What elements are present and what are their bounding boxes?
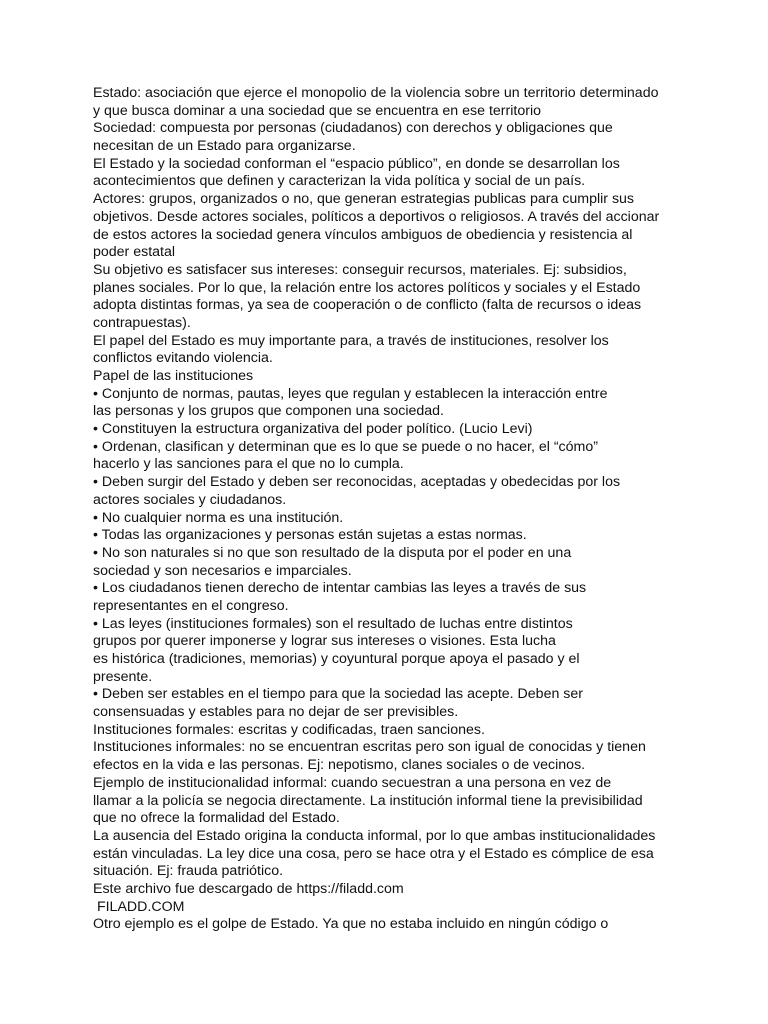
text-line: acontecimientos que definen y caracterizan la vida política y social de un país. (93, 173, 586, 190)
text-line: llamar a la policía se negocia directamente. La institución informal tiene la previsibilidad (93, 792, 643, 809)
text-line: Instituciones formales: escritas y codificadas, traen sanciones. (93, 721, 485, 738)
text-line: sociedad y son necesarios e imparciales. (93, 562, 352, 579)
bullet-line: • Ordenan, clasifican y determinan que es lo que se puede o no hacer, el “cómo” (93, 438, 598, 455)
bullet-line: • Conjunto de normas, pautas, leyes que regulan y establecen la interacción entre (93, 385, 608, 402)
text-line: situación. Ej: frauda patriótico. (93, 863, 284, 880)
bullet-line: • Los ciudadanos tienen derecho de intentar cambias las leyes a través de sus (93, 580, 587, 597)
text-line: representantes en el congreso. (93, 597, 289, 614)
text-line: objetivos. Desde actores sociales, políticos a deportivos o religiosos. A través del accionar (93, 208, 660, 225)
text-line: grupos por querer imponerse y lograr sus intereses o visiones. Esta lucha (93, 633, 556, 650)
text-line: La ausencia del Estado origina la conducta informal, por lo que ambas institucionalidades (93, 827, 656, 844)
text-line: poder estatal (93, 244, 176, 261)
bullet-line: • Constituyen la estructura organizativa del poder político. (Lucio Levi) (93, 421, 533, 438)
text-line: y que busca dominar a una sociedad que se encuentra en ese territorio (93, 102, 541, 119)
text-line: El papel del Estado es muy importante para, a través de instituciones, resolver los (93, 332, 609, 349)
text-line: consensuadas y estables para no dejar de ser previsibles. (93, 704, 459, 721)
text-line: las personas y los grupos que componen una sociedad. (93, 403, 444, 420)
bullet-line: • No cualquier norma es una institución. (93, 509, 344, 526)
text-line: presente. (93, 668, 153, 685)
bullet-line: • No son naturales si no que son resultado de la disputa por el poder en una (93, 544, 572, 561)
text-line: es histórica (tradiciones, memorias) y coyuntural porque apoya el pasado y el (93, 651, 580, 667)
download-notice: Este archivo fue descargado de https://filadd.com (93, 880, 404, 897)
text-line: efectos en la vida e las personas. Ej: nepotismo, clanes sociales o de vecinos. (93, 757, 586, 774)
text-line: actores sociales y ciudadanos. (93, 491, 287, 508)
text-line: El Estado y la sociedad conforman el “espacio público”, en donde se desarrollan los (93, 155, 620, 172)
bullet-line: • Todas las organizaciones y personas están sujetas a estas normas. (93, 527, 527, 544)
text-line: Estado: asociación que ejerce el monopolio de la violencia sobre un territorio determinado (93, 85, 659, 101)
text-line: Su objetivo es satisfacer sus intereses: conseguir recursos, materiales. Ej: subsidios, (93, 261, 627, 278)
text-line: planes sociales. Por lo que, la relación entre los actores políticos y sociales y el Estado (93, 279, 641, 296)
text-line: contrapuestas). (93, 314, 191, 331)
document-page (93, 85, 763, 934)
text-line: Otro ejemplo es el golpe de Estado. Ya que no estaba incluido en ningún código o (93, 916, 609, 933)
text-line: conflictos evitando violencia. (93, 350, 273, 367)
text-line: hacerlo y las sanciones para el que no lo cumpla. (93, 456, 404, 473)
bullet-line: • Las leyes (instituciones formales) son el resultado de luchas entre distintos (93, 615, 573, 632)
text-line: adopta distintas formas, ya sea de cooperación o de conflicto (falta de recursos o ideas (93, 297, 642, 314)
text-line: que no ofrece la formalidad del Estado. (93, 810, 340, 827)
bullet-line: • Deben surgir del Estado y deben ser reconocidas, aceptadas y obedecidas por los (93, 474, 621, 491)
text-line: Ejemplo de institucionalidad informal: cuando secuestran a una persona en vez de (93, 774, 612, 791)
text-line: necesitan de un Estado para organizarse. (93, 138, 356, 155)
text-line: están vinculadas. La ley dice una cosa, pero se hace otra y el Estado es cómplice de esa (93, 845, 654, 862)
section-heading: Papel de las instituciones (93, 368, 254, 384)
bullet-line: • Deben ser estables en el tiempo para que la sociedad las acepte. Deben ser (93, 686, 584, 703)
text-line: Sociedad: compuesta por personas (ciudadanos) con derechos y obligaciones que (93, 120, 613, 137)
text-line: Instituciones informales: no se encuentran escritas pero son igual de conocidas y tienen (93, 739, 646, 756)
watermark-text: FILADD.COM (93, 898, 185, 915)
text-line: Actores: grupos, organizados o no, que generan estrategias publicas para cumplir sus (93, 191, 635, 208)
text-line: de estos actores la sociedad genera vínculos ambiguos de obediencia y resistencia al (93, 226, 633, 243)
